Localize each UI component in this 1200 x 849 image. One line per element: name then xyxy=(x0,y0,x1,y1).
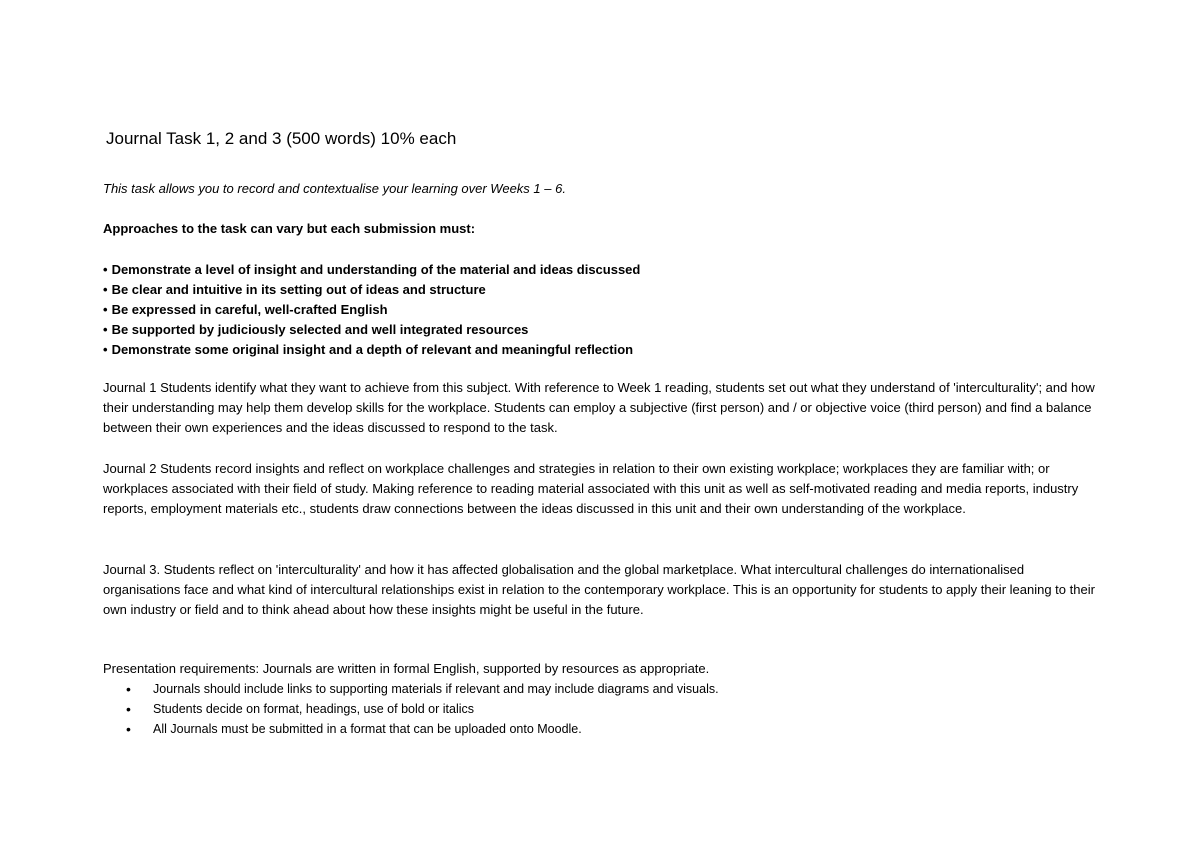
criteria-item: • Be expressed in careful, well-crafted English xyxy=(103,302,388,317)
presentation-requirements-heading: Presentation requirements: Journals are written in formal English, supported by resources as appropriate. xyxy=(103,661,710,676)
requirement-item: • Students decide on format, headings, use of bold or italics xyxy=(126,699,719,719)
criteria-item: • Be supported by judiciously selected and well integrated resources xyxy=(103,322,529,337)
journal-2-paragraph: Journal 2 Students record insights and reflect on workplace challenges and strategies in relation to their own existing workplace; workplaces they are familiar with; or workplaces associated with their field of study. Making reference to reading material associated with this unit as well as self-motivated reading and media reports, industry reports, employment materials etc., students draw connections between the ideas discussed in this unit and their own understanding of the workplace. xyxy=(103,461,1079,517)
criteria-item: • Demonstrate a level of insight and understanding of the material and ideas discussed xyxy=(103,262,641,277)
document-title: Journal Task 1, 2 and 3 (500 words) 10% each xyxy=(106,129,457,148)
intro-text: This task allows you to record and contextualise your learning over Weeks 1 – 6. xyxy=(103,181,566,196)
criteria-item: • Demonstrate some original insight and a depth of relevant and meaningful reflection xyxy=(103,342,634,357)
requirement-item: • All Journals must be submitted in a format that can be uploaded onto Moodle. xyxy=(126,719,719,739)
criteria-item-text: Demonstrate some original insight and a depth of relevant and meaningful reflection xyxy=(111,342,634,357)
requirements-list xyxy=(126,679,719,739)
criteria-item-text: Be supported by judiciously selected and well integrated resources xyxy=(111,322,529,337)
journal-1-paragraph: Journal 1 Students identify what they want to achieve from this subject. With reference to Week 1 reading, students set out what they understand of 'interculturality'; and how their understanding may help them develop skills for the workplace. Students can employ a subjective (first person) and / or objective voice (third person) and find a balance between their own experiences and the ideas discussed to respond to the task. xyxy=(103,380,1095,436)
requirement-item: • Journals should include links to supporting materials if relevant and may include diagrams and visuals. xyxy=(126,679,719,699)
criteria-item: • Be clear and intuitive in its setting out of ideas and structure xyxy=(103,282,486,297)
criteria-list xyxy=(103,260,640,360)
criteria-item-text: Be clear and intuitive in its setting out of ideas and structure xyxy=(111,282,486,297)
criteria-item-text: Be expressed in careful, well-crafted English xyxy=(111,302,388,317)
approaches-heading: Approaches to the task can vary but each submission must: xyxy=(103,221,476,236)
criteria-item-text: Demonstrate a level of insight and understanding of the material and ideas discussed xyxy=(111,262,641,277)
journal-3-paragraph: Journal 3. Students reflect on 'interculturality' and how it has affected globalisation and the global marketplace. What intercultural challenges do internationalised organisations face and what kind of intercultural relationships exist in relation to the contemporary workplace. This is an opportunity for students to apply their leaning to their own industry or field and to think ahead about how these insights might be useful in the future. xyxy=(103,562,1095,618)
